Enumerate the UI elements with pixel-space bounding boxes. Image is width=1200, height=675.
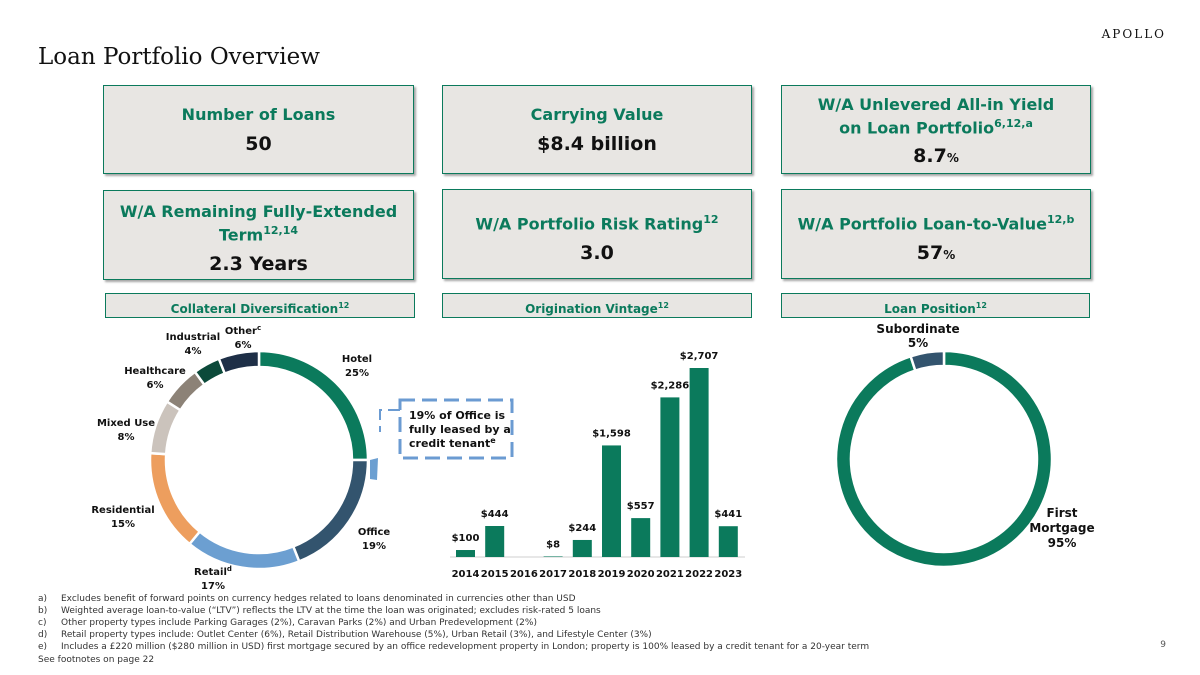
tick-label-2019: 2019	[597, 569, 626, 580]
donut-slice-first-mortgage	[836, 351, 1052, 567]
kpi-unit: %	[943, 248, 956, 263]
tick-label-2021: 2021	[655, 569, 684, 580]
donut-slice-other	[219, 351, 259, 374]
bar-2022	[690, 368, 709, 557]
kpi-label-line2: on Loan Portfolio	[839, 118, 995, 138]
footnote-ref: 12,14	[263, 224, 298, 237]
page-number: 9	[1160, 640, 1166, 650]
kpi-label-line1: W/A Unlevered All-in Yield	[817, 95, 1055, 114]
kpi-value: 2.3 Years	[209, 253, 308, 276]
footnote-c	[38, 618, 537, 628]
callout-line-1: 19% of Office is	[409, 409, 506, 422]
footnote-text: Excludes benefit of forward points on currency hedges related to loans denominated in currencies other than USD	[61, 594, 576, 604]
footnote-text: Other property types include Parking Garages (2%), Caravan Parks (2%) and Urban Predevelopment (2%)	[61, 618, 537, 628]
bar-2017	[544, 556, 563, 557]
slice-label-office: Office	[357, 527, 391, 538]
kpi-label-line1: W/A Remaining Fully-Extended	[119, 202, 398, 221]
footnote-ref: e	[490, 436, 496, 445]
bar-2023	[719, 526, 738, 557]
bar-2021	[660, 397, 679, 557]
kpi-label: Carrying Value	[530, 105, 664, 124]
kpi-label-text: W/A Portfolio Risk Rating	[475, 214, 704, 234]
footnote-ref: 12	[975, 301, 987, 310]
kpi-number: 8.7	[913, 145, 947, 168]
footnote-ref: 12,b	[1046, 213, 1075, 226]
section-header-text: Collateral Diversification	[170, 302, 339, 316]
apollo-logo: APOLLO	[1101, 27, 1166, 41]
slice-label-hotel: Hotel	[341, 354, 373, 365]
callout-line-3	[409, 436, 496, 450]
donut-slice-retail	[190, 532, 300, 569]
kpi-unit: %	[946, 151, 959, 166]
slice-value-healthcare: 6%	[146, 380, 164, 391]
bar-2019	[602, 445, 621, 557]
tick-label-2020: 2020	[626, 569, 655, 580]
slice-label-retail: Retail$^d$	[194, 565, 232, 578]
collateral-donut-chart	[91, 324, 390, 592]
bar-2018	[573, 540, 592, 557]
kpi-value: $8.4 billion	[537, 133, 657, 155]
tick-label-2016: 2016	[509, 569, 538, 580]
tick-label-2015: 2015	[480, 569, 509, 580]
slice-value-hotel: 25%	[345, 368, 369, 379]
slice-value-residential: 15%	[111, 519, 135, 530]
bar-2020	[631, 518, 650, 557]
footnote-ref: 6,12,a	[994, 117, 1033, 130]
tick-label-2022: 2022	[685, 569, 714, 580]
section-header-text: Loan Position	[884, 302, 976, 316]
tick-label-2014: 2014	[451, 569, 480, 580]
bar-label-2015: $444	[480, 509, 509, 520]
slice-label-healthcare: Healthcare	[124, 366, 186, 377]
office-callout	[370, 400, 512, 480]
footnote-key: d)	[38, 630, 48, 640]
kpi-value: 3.0	[580, 242, 614, 265]
slice-value-mixed-use: 8%	[117, 432, 135, 443]
slice-label-industrial: Industrial	[165, 332, 221, 343]
section-header-text: Origination Vintage	[525, 302, 658, 316]
footnote-key: c)	[38, 618, 47, 628]
slice-value-office: 19%	[362, 541, 386, 552]
bar-label-2022: $2,707	[679, 351, 719, 362]
slice-label-mixed-use: Mixed Use	[96, 418, 156, 429]
footnote-text: Includes a £220 million ($280 million in USD) first mortgage secured by an office redevelopment property in London; property is 100% leased by a credit tenant for a 20-year term	[61, 642, 870, 652]
bar-label-2017: $8	[546, 539, 561, 551]
footnote-d	[38, 630, 652, 640]
footnote-e	[38, 642, 869, 652]
donut-slice-office	[293, 460, 368, 561]
footnote-text: Weighted average loan-to-value (“LTV”) reflects the LTV at the time the loan was originated; excludes risk-rated 5 loans	[61, 606, 601, 616]
callout-line-2: fully leased by a	[409, 423, 511, 436]
slice-value-subordinate: 5%	[907, 336, 929, 350]
tick-label-2023: 2023	[714, 569, 743, 580]
kpi-label-line2: Term	[219, 225, 264, 245]
page-title: Loan Portfolio Overview	[38, 44, 320, 70]
callout-line-3-text: credit tenant	[409, 437, 491, 450]
bar-label-2019: $1,598	[592, 428, 631, 440]
kpi-number: 57	[916, 242, 944, 265]
loan-position-donut-chart	[836, 322, 1095, 567]
bar-label-2018: $244	[568, 522, 597, 534]
slice-label-residential: Residential	[91, 505, 155, 516]
bar-label-2021: $2,286	[650, 380, 690, 392]
slice-value-industrial: 4%	[184, 346, 202, 357]
footnote-ref: 12	[338, 301, 350, 310]
footnote-key: b)	[38, 606, 48, 616]
tick-label-2018: 2018	[568, 569, 597, 580]
footnote-a	[38, 594, 576, 604]
callout-connector	[380, 410, 400, 432]
callout-bracket	[370, 458, 378, 480]
bar-label-2020: $557	[626, 501, 655, 513]
slice-value-first-mortgage: 95%	[1047, 536, 1077, 550]
footnote-b	[38, 606, 601, 616]
bar-label-2014: $100	[451, 533, 480, 545]
donut-slice-subordinate	[911, 351, 944, 371]
footnote-key: e)	[38, 642, 48, 652]
kpi-value: 50	[245, 133, 272, 155]
vintage-bar-chart	[450, 351, 745, 580]
slice-value-retail: 17%	[201, 581, 225, 592]
slice-value-other: 6%	[234, 340, 252, 351]
bar-2015	[485, 526, 504, 557]
see-footnotes: See footnotes on page 22	[38, 655, 155, 665]
footnote-text: Retail property types include: Outlet Center (6%), Retail Distribution Warehouse (5%), Urban Retail (3%), and Lifestyle Center (3%)	[61, 630, 652, 640]
footnote-ref: 12	[657, 301, 669, 310]
slice-label-first-mortgage: First Mortgage	[1029, 506, 1095, 535]
kpi-label: Number of Loans	[181, 105, 336, 124]
footnote-key: a)	[38, 594, 48, 604]
donut-slice-residential	[150, 453, 200, 544]
footnote-ref: 12	[703, 213, 719, 226]
slice-label-other: Other$^c$	[224, 324, 262, 337]
tick-label-2017: 2017	[539, 569, 568, 580]
bar-2014	[456, 550, 475, 557]
slice-label-subordinate: Subordinate	[876, 322, 960, 336]
bar-label-2023: $441	[714, 509, 743, 521]
kpi-label-text: W/A Portfolio Loan-to-Value	[797, 214, 1047, 234]
